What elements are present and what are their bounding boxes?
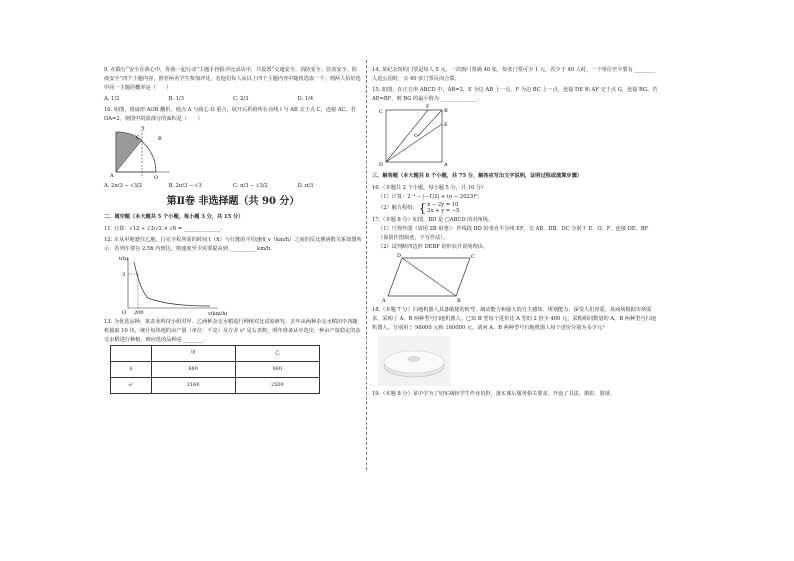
q9-text: 9. 在践行“安全在我心中，你我一起行动”主题手抄报评比活动中，共设置“交通安全、消防安全、饮食安全、防疫安全”四个主题内容，推荐两名学生参加评比，若他们每人从以上四个主题内容中随机选取一个，则两人恰好选中同一主题的概率是（ ） (104, 67, 361, 91)
question-9 (104, 66, 362, 104)
label-b: B (457, 298, 461, 304)
label-d: D (379, 162, 384, 168)
right-column (372, 66, 658, 401)
q9-option-b[interactable]: B. 1/3 (168, 96, 184, 102)
table-cell (111, 346, 152, 362)
label-d: D (397, 253, 402, 259)
label-b: B (444, 108, 448, 114)
table-cell: 2160 (151, 378, 235, 394)
tick-3: 3 (122, 272, 126, 278)
inverse-proportion-graph (118, 254, 228, 316)
robot-vacuum-icon (378, 336, 450, 386)
q10-options (104, 182, 362, 191)
yield-table (110, 345, 320, 394)
axis-label-t: t(h) (119, 256, 129, 262)
q16-part-2-label: （2）解方程组： (378, 204, 418, 211)
table-cell: 甲 (151, 346, 235, 362)
q16-part-1: （1）计算：2⁻¹ − |−1/2| + (π − 2023)⁰； (378, 194, 483, 200)
q9-options (104, 95, 362, 104)
square-figure (378, 104, 458, 168)
q13-text: 13. 为优选品种，某农业科技小组对甲、乙两种杂交水稻进行种植对比试验研究，去年从两种杂交水稻田中各随机抽取 10 块，统计每块地的亩产量（单位：千克）及方差 s² 见右表格，明年准备从中选出一种亩产量稳定的杂交水稻进行种植，则应选的品种是 ________. (104, 319, 361, 343)
table-cell: x̄ (111, 362, 152, 378)
question-18 (372, 306, 658, 386)
label-a: A (444, 162, 448, 168)
q9-option-d[interactable]: D. 1/4 (297, 96, 314, 102)
origin-o: O (122, 310, 127, 316)
label-a: A (110, 173, 114, 179)
label-c: C (136, 135, 140, 141)
question-12 (104, 236, 362, 316)
question-17 (372, 216, 658, 304)
equation-2: 2x + y = −5 (427, 208, 460, 214)
question-13 (104, 318, 362, 394)
equation-system (427, 202, 459, 214)
table-row (111, 378, 320, 394)
q10-option-c[interactable]: C. π/3 − √3/2 (233, 183, 268, 189)
left-column (104, 66, 362, 396)
question-10 (104, 106, 362, 191)
q17-part-1: （1）尺规作图（请用 2B 铅笔）：作线段 BD 的垂直平分线 EF，交 AB、DB、DC 分别于 E、O、F，连接 DE、BF（保留作图痕迹，不写作法）。 (378, 226, 649, 241)
table-cell: 880 (235, 362, 319, 378)
table-cell: 880 (151, 362, 235, 378)
equation-1: x − 2y = 10 (427, 202, 459, 208)
label-c: C (471, 254, 475, 260)
question-19: 19.（本题 8 分）某中学为了切实减轻学生作业负担，落实课后服务相关要求，开设了书法、摄影、篮球、 (372, 391, 616, 397)
robot-vacuum-image (378, 336, 450, 386)
section-2-title: 二、填空题（本大题共 5 个小题，每小题 3 分，共 15 分） (104, 214, 244, 220)
q16-part-2 (372, 202, 658, 214)
section-3-title: 三、解答题（本大题共 8 个小题，共 75 分，解答应写出文字说明，证明过程或演算步骤） (372, 173, 582, 179)
label-l: l (143, 126, 145, 132)
table-row (111, 362, 320, 378)
q10-option-d[interactable]: D. π/3 (297, 183, 314, 189)
q18-text: 18.（本题 7 分）扫地机器人具备敏捷的转弯、制动能力和强大的自主感知、规划能力，深受人们喜爱。某商场根据市场需求，采购了 A、B 两种型号扫地机器人。已知 B 型每个进价比 A 型的 2 倍少 400 元，采购相同数量的 A、B 两种型号扫地机器人，分别用了 96000 元和 160000 元。请问 A、B 两种型号扫地机器人每个进价分别为多少元？ (372, 307, 656, 331)
tick-200: 200 (134, 310, 144, 316)
q10-text: 10. 如图，将扇形 AOB 翻折，使点 A 与圆心 O 重合，展开后折痕所在直线 l 与 AB 交于点 C，连接 AC。若 OA=2，则图中阴影部分的面积是（ ） (104, 107, 356, 122)
table-header-row (111, 346, 320, 362)
table-cell: 乙 (235, 346, 319, 362)
label-g: G (414, 133, 418, 139)
question-11: 11. 计算：√12 ÷ √3/√2 × √6 = ______________. (104, 226, 222, 232)
q17-part-2: （2）试判断四边形 DEBF 的形状并说明理由。 (378, 244, 489, 250)
label-o: O (154, 175, 159, 180)
label-c: C (379, 109, 383, 115)
part-2-title: 第Ⅱ卷 非选择题（共 90 分） (166, 196, 300, 207)
q9-option-a[interactable]: A. 1/2 (104, 96, 120, 102)
q16-text: 16.（本题共 2 个小题，每小题 5 分，共 10 分） (372, 185, 487, 191)
question-16 (372, 184, 658, 214)
parallelogram-figure (380, 252, 480, 304)
q17-text: 17.（本题 8 分）如图，BD 是 □ABCD 的对角线。 (372, 217, 494, 223)
brace-symbol: { (418, 201, 427, 215)
column-divider (366, 60, 367, 470)
q9-option-c[interactable]: C. 2/3 (233, 96, 249, 102)
label-a: A (382, 298, 386, 304)
label-f: F (426, 104, 430, 110)
question-15 (372, 86, 658, 168)
table-cell: 2500 (235, 378, 319, 394)
axis-label-v: v(km/h) (208, 311, 228, 316)
q10-option-a[interactable]: A. 2π/3 − √3/2 (104, 183, 143, 189)
question-14: 14. 某纪念馆的门票是每人 5 元，一次购门票满 40 张，每张门票可少 1 元。若少于 40 人时，一个单位至少要有 ________ 人进公园时，买 40 张门票反而合算。 (372, 67, 656, 82)
q15-text: 15. 如图，在正方形 ABCD 中，AB=2，E 为边 AB 上一点，F 为边 BC 上一点，连接 DE 和 AF 交于点 G，连接 BG。若 AE=BF，则 BG 的最小值为 ______________. (372, 87, 658, 102)
q12-text: 12. 车从甲地驶往乙地，行完全程所需的时间 t（h）与行驶的平均速度 v（km/h）之间的反比例函数关系如图所示，若列车要在 2.5h 内到达，则速度至少需要提高到 __________ km/h. (104, 237, 362, 252)
table-cell: s² (111, 378, 152, 394)
q10-option-b[interactable]: B. 2π/3 − √3 (168, 183, 202, 189)
label-e: E (444, 122, 448, 128)
sector-figure (110, 124, 190, 180)
label-b: B (158, 136, 162, 142)
